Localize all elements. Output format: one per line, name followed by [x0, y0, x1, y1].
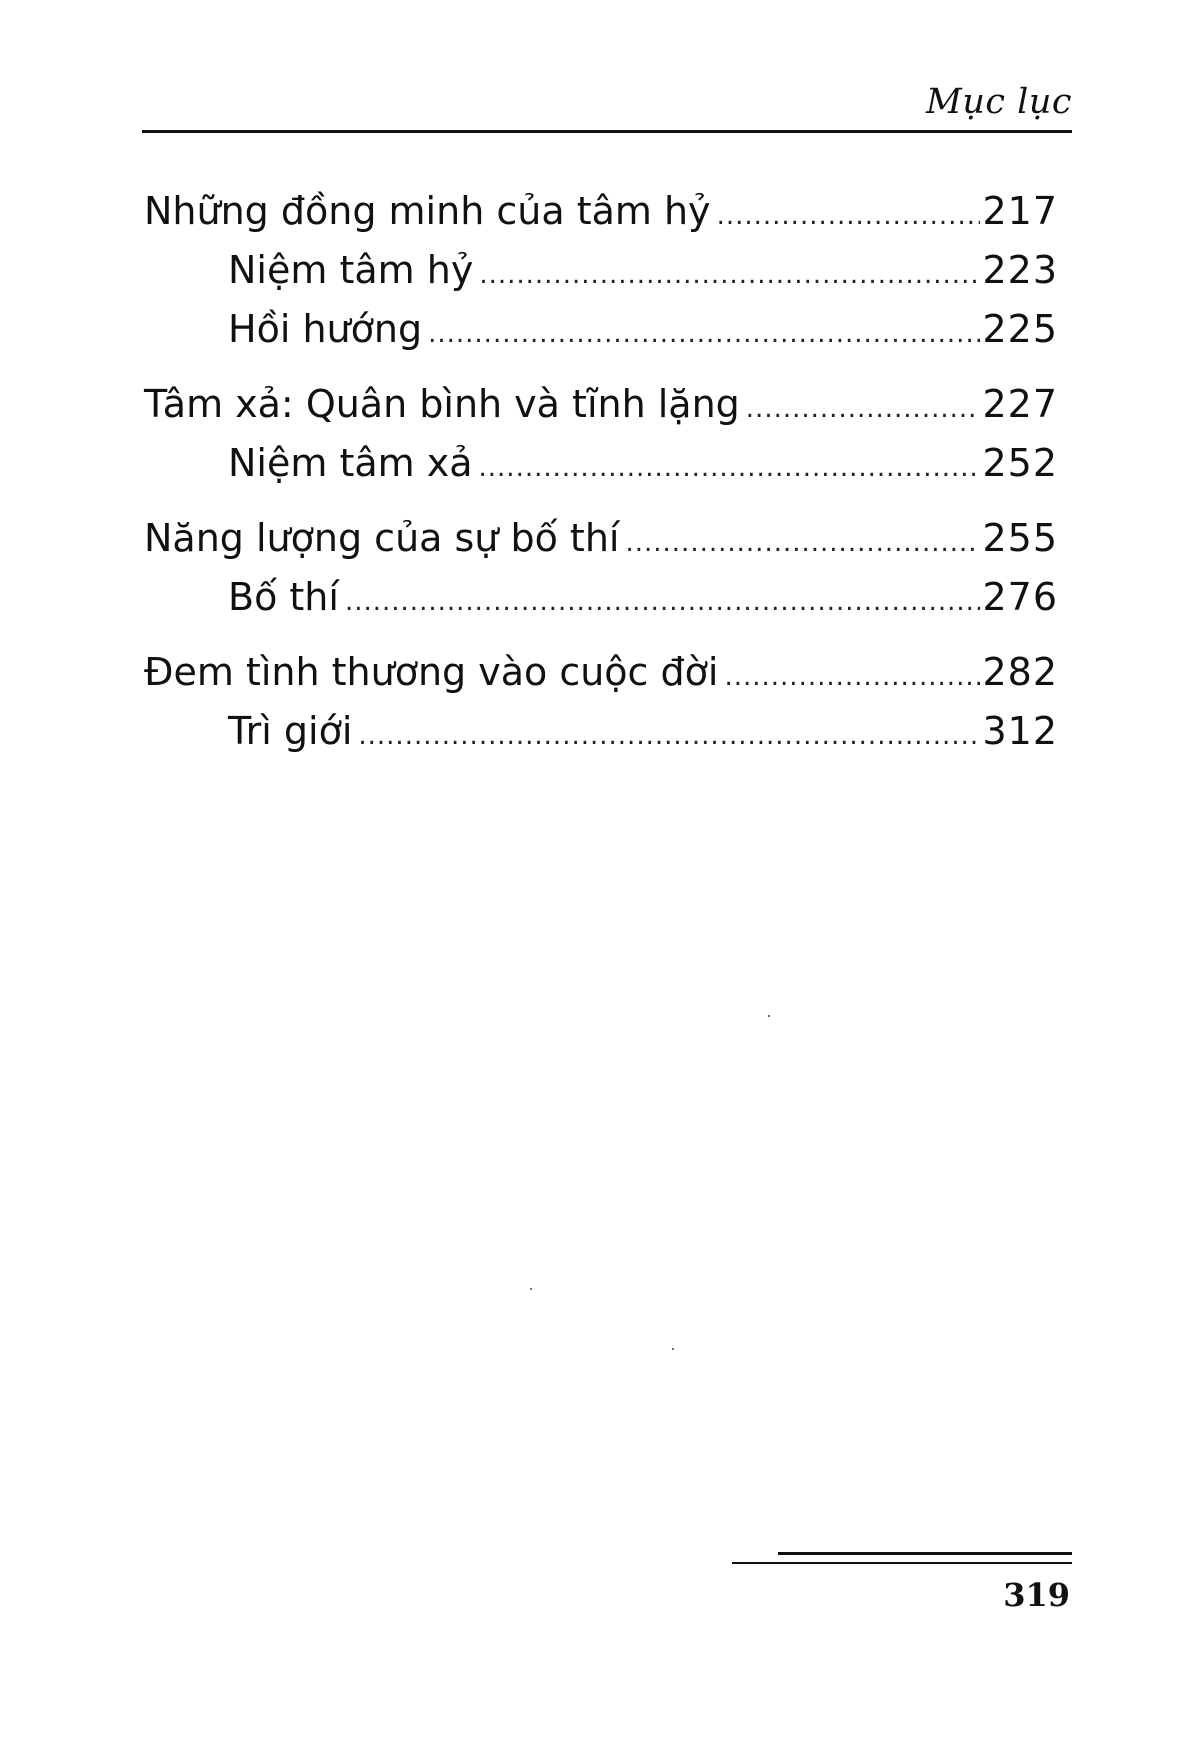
dot-leader [479, 439, 981, 498]
toc-subentry[interactable] [144, 434, 1058, 493]
toc-entry-page: 225 [982, 307, 1058, 351]
dot-leader [717, 187, 981, 246]
toc-entry-page: 252 [982, 441, 1058, 485]
toc-entry-title: Những đồng minh của tâm hỷ [144, 189, 711, 233]
toc-entry[interactable] [144, 643, 1058, 702]
toc-entry-title: Tâm xả: Quân bình và tĩnh lặng [144, 382, 740, 426]
toc-subentry[interactable] [144, 702, 1058, 761]
toc-subentry[interactable] [144, 568, 1058, 627]
table-of-contents [144, 182, 1058, 761]
toc-entry-title: Năng lượng của sự bố thí [144, 516, 620, 560]
toc-entry[interactable] [144, 509, 1058, 568]
running-head: Mục lục [926, 82, 1072, 122]
dot-leader [625, 514, 980, 573]
dot-leader [428, 305, 980, 364]
toc-entry-page: 312 [982, 709, 1058, 753]
page-number: 319 [1003, 1576, 1070, 1614]
toc-entry-page: 255 [982, 516, 1058, 560]
toc-entry[interactable] [144, 375, 1058, 434]
toc-entry-page: 223 [982, 248, 1058, 292]
dot-leader [345, 573, 981, 632]
dot-leader [724, 648, 980, 707]
toc-entry-title: Đem tình thương vào cuộc đời [144, 650, 719, 694]
toc-entry-title: Niệm tâm hỷ [228, 248, 474, 292]
toc-entry-page: 217 [982, 189, 1058, 233]
header-rule [142, 130, 1072, 133]
dot-leader [358, 707, 980, 766]
toc-entry-page: 282 [982, 650, 1058, 694]
toc-entry-title: Niệm tâm xả [228, 441, 473, 485]
footer-rule [732, 1562, 1072, 1564]
toc-entry-title: Trì giới [228, 709, 353, 753]
toc-entry-title: Bố thí [228, 575, 339, 619]
footer-rule [778, 1552, 1072, 1555]
scan-speck [672, 1348, 674, 1350]
toc-entry-page: 276 [982, 575, 1058, 619]
dot-leader [479, 246, 980, 305]
toc-subentry[interactable] [144, 241, 1058, 300]
toc-subentry[interactable] [144, 300, 1058, 359]
toc-entry-title: Hồi hướng [228, 307, 423, 351]
toc-entry-page: 227 [982, 382, 1058, 426]
scan-speck [530, 1288, 532, 1290]
toc-entry[interactable] [144, 182, 1058, 241]
dot-leader [746, 380, 981, 439]
scan-speck [768, 1015, 770, 1017]
